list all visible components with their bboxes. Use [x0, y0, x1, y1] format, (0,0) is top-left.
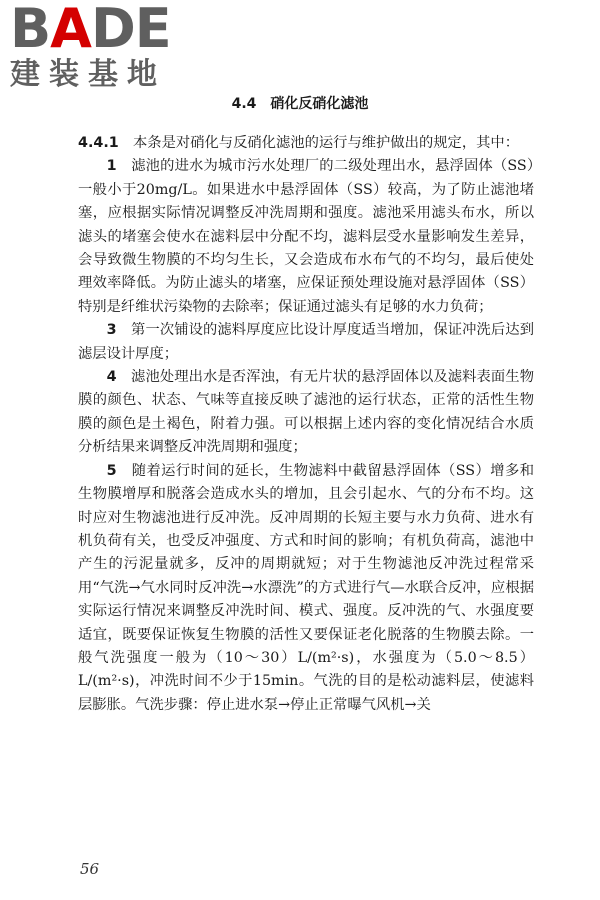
- clause-number: 4.4.1: [78, 135, 119, 151]
- item-number: 4: [106, 369, 117, 386]
- page-number: 56: [80, 860, 100, 878]
- logo-wordmark: [10, 0, 180, 60]
- logo-mark-b: B: [10, 0, 51, 60]
- item-paragraph-4: [78, 366, 534, 460]
- item-text: 随着运行时间的延长，生物滤料中截留悬浮固体（SS）增多和生物膜增厚和脱落会造成水头的增加，且会引起水、气的分布不均。这时应对生物滤池进行反冲洗。反冲周期的长短主要与水力负荷、进水有机负荷有关，也受反冲强度、方式和时间的影响；有机负荷高，滤池中产生的污泥量就多，反冲的周期就短；对于生物滤池反冲洗过程常采用“气洗→气水同时反冲洗→水漂洗”的方式进行气—水联合反冲，应根据实际运行情况来调整反冲洗时间、模式、强度。反冲洗的气、水强度要适宜，既要保证恢复生物膜的活性又要保证老化脱落的生物膜去除。一般气洗强度一般为（10～30）L/(m²·s)，水强度为（5.0～8.5）L/(m²·s)，冲洗时间不少于15min。气洗的目的是松动滤料层，使滤料层膨胀。气洗步骤：停止进水泵→停止正常曝气风机→关: [78, 462, 535, 713]
- clause-intro: 本条是对硝化与反硝化滤池的运行与维护做出的规定，其中：: [133, 135, 520, 151]
- clause-paragraph: [78, 132, 534, 155]
- item-number: 1: [106, 158, 117, 175]
- item-paragraph-5: [78, 460, 534, 717]
- item-text: 第一次铺设的滤料厚度应比设计厚度适当增加，保证冲洗后达到滤层设计厚度；: [78, 322, 535, 362]
- document-body: [78, 132, 534, 717]
- item-paragraph-3: [78, 319, 534, 366]
- item-text: 滤池的进水为城市污水处理厂的二级处理出水，悬浮固体（SS）一般小于20mg/L。如果进水中悬浮固体（SS）较高，为了防止滤池堵塞，应根据实际情况调整反冲洗周期和强度。滤池采用滤头布水，所以滤头的堵塞会使水在滤料层中分配不均，滤料层受水量影响发生差异，会导致微生物膜的不均匀生长，又会造成布水布气的不均匀，最后使处理效率降低。为防止滤头的堵塞，应保证预处理设施对悬浮固体（SS）特别是纤维状污染物的去除率；保证通过滤头有足够的水力负荷；: [78, 158, 534, 315]
- item-number: 3: [106, 322, 117, 339]
- logo-mark-a: A: [50, 0, 91, 60]
- item-text: 滤池处理出水是否浑浊，有无片状的悬浮固体以及滤料表面生物膜的颜色、状态、气味等直接反映了滤池的运行状态，正常的活性生物膜的颜色是土褐色，附着力强。可以根据上述内容的变化情况结合水质分析结果来调整反冲洗周期和强度；: [78, 369, 535, 456]
- bade-logo: [10, 2, 180, 94]
- item-number: 5: [106, 462, 117, 479]
- item-paragraph-1: [78, 155, 534, 319]
- logo-mark-de: DE: [90, 0, 171, 60]
- logo-subtitle: 建装基地: [10, 57, 166, 92]
- section-title: 4.4 硝化反硝化滤池: [231, 96, 369, 112]
